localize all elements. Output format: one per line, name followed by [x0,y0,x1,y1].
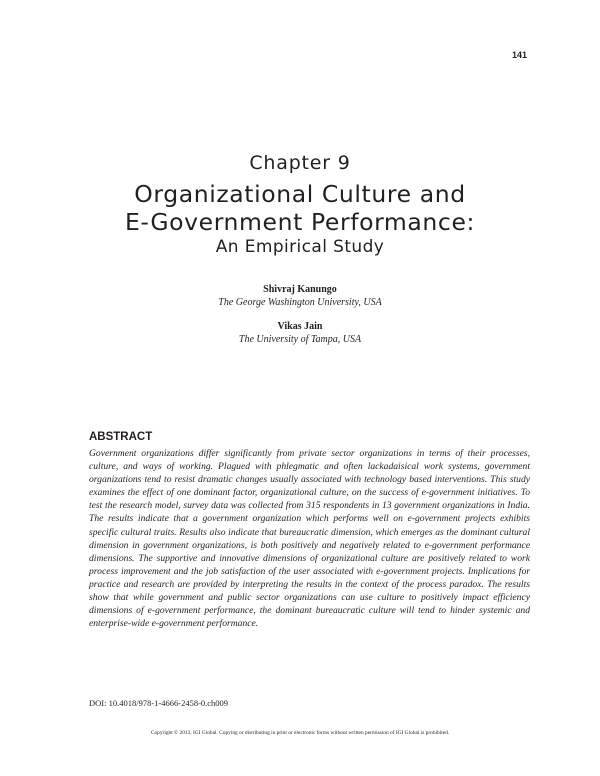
doi: DOI: 10.4018/978-1-4666-2458-0.ch009 [89,698,229,708]
chapter-title-line: E-Government Performance: [124,208,476,236]
abstract-text: Government organizations differ significantly from private sector organizations in terms of their processes, culture, and ways of working. Plagued with phlegmatic and often lackadaisical work systems, government organizations tend to resist dramatic changes usually associated with technology based interventions. This study examines the effect of one dominant factor, organizational culture, on the success of e-government initiatives. To test the research model, survey data was collected from 315 respondents in 13 government organizations in India. The results indicate that a government organization which performs well on e-government projects exhibits specific cultural traits. Results also indicate that bureaucratic dimension, which emerges as the dominant cultural dimension in government organizations, is both positively and negatively related to e-government performance dimensions. The supportive and innovative dimensions of organizational culture are positively related to work process improvement and the job satisfaction of the user associated with e-government projects. Implications for practice and research are provided by interpreting the results in the context of the process paradox. The results show that while government and public sector organizations can use culture to positively impact efficiency dimensions of e-government performance, the dominant bureaucratic culture will tend to hinder systemic and enterprise-wide e-government performance. [89,448,530,630]
abstract-body [89,447,530,630]
chapter-label: Chapter 9 [249,152,351,174]
author-name: Shivraj Kanungo [263,284,337,295]
chapter-title [0,180,600,236]
author-name: Vikas Jain [277,321,323,332]
author-affiliation: The University of Tampa, USA [238,334,362,345]
chapter-title-line: Organizational Culture and [134,180,466,208]
author-block [0,320,600,346]
copyright-notice: Copyright © 2013, IGI Global. Copying or distributing in print or electronic forms without written permission of IGI Global is prohibited. [150,730,450,736]
author-block [0,283,600,309]
abstract-heading: ABSTRACT [89,431,153,443]
author-affiliation: The George Washington University, USA [218,297,382,308]
page-number: 141 [511,50,527,60]
chapter-subtitle: An Empirical Study [215,237,385,257]
